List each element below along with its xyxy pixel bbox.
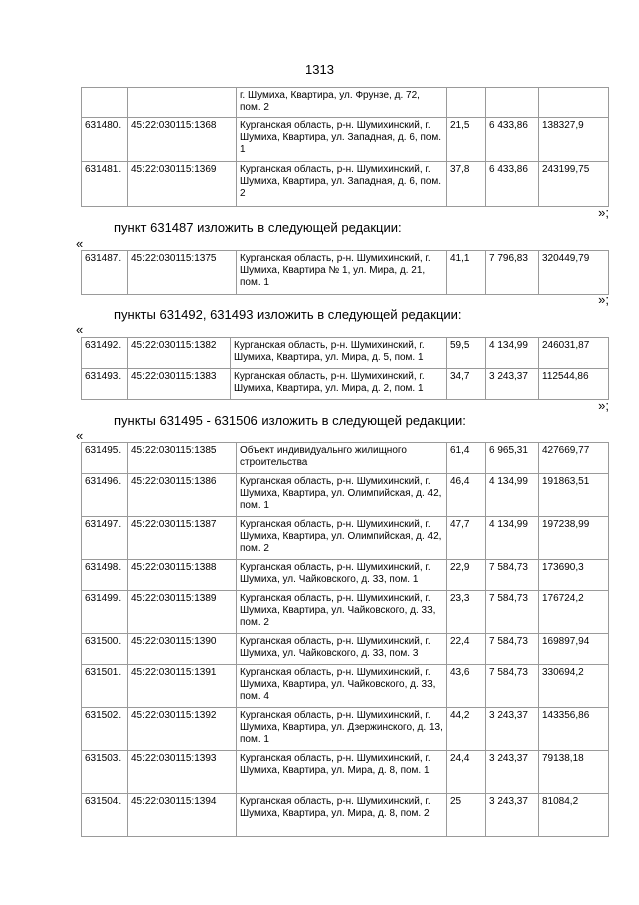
page-number: 1313 — [305, 62, 334, 77]
item-number-cell: 631499. — [82, 591, 128, 634]
table-row — [82, 517, 609, 560]
area-cell: 44,2 — [447, 708, 486, 751]
address-cell: Курганская область, р-н. Шумихинский, г. Шумиха, Квартира, ул. Мира, д. 5, пом. 1 — [231, 338, 447, 369]
value-cell: 191863,51 — [539, 474, 609, 517]
instruction-text: пункты 631492, 631493 изложить в следующей редакции: — [114, 307, 462, 322]
area-cell — [447, 88, 486, 118]
price-cell: 3 243,37 — [486, 794, 539, 837]
address-cell: Объект индивидуальнго жилищного строительства — [237, 443, 447, 474]
item-number-cell: 631480. — [82, 118, 128, 162]
table-row — [82, 474, 609, 517]
table-row — [82, 708, 609, 751]
closing-quote: »; — [598, 292, 609, 307]
item-number-cell: 631492. — [82, 338, 128, 369]
item-number-cell: 631502. — [82, 708, 128, 751]
area-cell: 59,5 — [447, 338, 486, 369]
address-cell: Курганская область, р-н. Шумихинский, г. Шумиха, Квартира, ул. Чайковского, д. 33, пом. 4 — [237, 665, 447, 708]
price-cell: 6 433,86 — [486, 162, 539, 207]
price-cell: 7 796,83 — [486, 251, 539, 295]
item-number-cell: 631496. — [82, 474, 128, 517]
cadastral-number-cell: 45:22:030115:1382 — [128, 338, 231, 369]
price-cell: 6 433,86 — [486, 118, 539, 162]
address-cell: Курганская область, р-н. Шумихинский, г. Шумиха, Квартира, ул. Западная, д. 6, пом. 1 — [237, 118, 447, 162]
cadastral-number-cell: 45:22:030115:1393 — [128, 751, 237, 794]
address-cell: Курганская область, р-н. Шумихинский, г. Шумиха, ул. Чайковского, д. 33, пом. 3 — [237, 634, 447, 665]
opening-quote: « — [76, 322, 84, 337]
price-cell: 4 134,99 — [486, 474, 539, 517]
opening-quote: « — [76, 428, 84, 443]
table-row — [82, 560, 609, 591]
area-cell: 47,7 — [447, 517, 486, 560]
area-cell: 25 — [447, 794, 486, 837]
table-row — [82, 665, 609, 708]
price-cell: 3 243,37 — [486, 369, 539, 400]
price-cell: 7 584,73 — [486, 591, 539, 634]
item-number-cell: 631504. — [82, 794, 128, 837]
address-cell: Курганская область, р-н. Шумихинский, г. Шумиха, Квартира, ул. Олимпийская, д. 42, пом. 2 — [237, 517, 447, 560]
area-cell: 22,4 — [447, 634, 486, 665]
area-cell: 22,9 — [447, 560, 486, 591]
cadastral-number-cell: 45:22:030115:1375 — [128, 251, 237, 295]
price-cell — [486, 88, 539, 118]
address-cell: Курганская область, р-н. Шумихинский, г. Шумиха, Квартира, ул. Дзержинского, д. 13, пом. 1 — [237, 708, 447, 751]
area-cell: 41,1 — [447, 251, 486, 295]
value-cell: 79138,18 — [539, 751, 609, 794]
area-cell: 21,5 — [447, 118, 486, 162]
value-cell: 243199,75 — [539, 162, 609, 207]
price-cell: 7 584,73 — [486, 560, 539, 591]
table-row — [82, 369, 609, 400]
price-cell: 4 134,99 — [486, 338, 539, 369]
closing-quote: »; — [598, 205, 609, 220]
area-cell: 23,3 — [447, 591, 486, 634]
cadastral-number-cell: 45:22:030115:1391 — [128, 665, 237, 708]
table-row — [82, 118, 609, 162]
item-number-cell: 631501. — [82, 665, 128, 708]
value-cell: 173690,3 — [539, 560, 609, 591]
cadastral-number-cell: 45:22:030115:1390 — [128, 634, 237, 665]
item-number-cell: 631500. — [82, 634, 128, 665]
cadastral-number-cell: 45:22:030115:1386 — [128, 474, 237, 517]
address-cell: Курганская область, р-н. Шумихинский, г. Шумиха, Квартира, ул. Западная, д. 6, пом. 2 — [237, 162, 447, 207]
price-cell: 3 243,37 — [486, 751, 539, 794]
item-number-cell: 631498. — [82, 560, 128, 591]
value-cell: 320449,79 — [539, 251, 609, 295]
table-row — [82, 338, 609, 369]
price-cell: 3 243,37 — [486, 708, 539, 751]
cadastral-number-cell: 45:22:030115:1387 — [128, 517, 237, 560]
cadastral-number-cell: 45:22:030115:1369 — [128, 162, 237, 207]
cadastral-number-cell — [128, 88, 237, 118]
area-cell: 37,8 — [447, 162, 486, 207]
area-cell: 24,4 — [447, 751, 486, 794]
item-number-cell: 631487. — [82, 251, 128, 295]
table-row — [82, 591, 609, 634]
value-cell: 143356,86 — [539, 708, 609, 751]
instruction-text: пункты 631495 - 631506 изложить в следующей редакции: — [114, 413, 466, 428]
value-cell: 176724,2 — [539, 591, 609, 634]
table-row — [82, 751, 609, 794]
price-cell: 7 584,73 — [486, 634, 539, 665]
value-cell: 246031,87 — [539, 338, 609, 369]
table-row — [82, 251, 609, 295]
cadastral-number-cell: 45:22:030115:1389 — [128, 591, 237, 634]
price-cell: 6 965,31 — [486, 443, 539, 474]
price-cell: 4 134,99 — [486, 517, 539, 560]
item-number-cell: 631495. — [82, 443, 128, 474]
cadastral-table-1 — [81, 87, 609, 207]
address-cell: Курганская область, р-н. Шумихинский, г. Шумиха, ул. Чайковского, д. 33, пом. 1 — [237, 560, 447, 591]
address-cell: Курганская область, р-н. Шумихинский, г. Шумиха, Квартира, ул. Мира, д. 8, пом. 2 — [237, 794, 447, 837]
value-cell: 81084,2 — [539, 794, 609, 837]
closing-quote: »; — [598, 398, 609, 413]
item-number-cell: 631481. — [82, 162, 128, 207]
cadastral-number-cell: 45:22:030115:1383 — [128, 369, 231, 400]
instruction-text: пункт 631487 изложить в следующей редакции: — [114, 220, 402, 235]
opening-quote: « — [76, 236, 84, 251]
address-cell: Курганская область, р-н. Шумихинский, г. Шумиха, Квартира, ул. Мира, д. 8, пом. 1 — [237, 751, 447, 794]
area-cell: 43,6 — [447, 665, 486, 708]
cadastral-number-cell: 45:22:030115:1394 — [128, 794, 237, 837]
value-cell: 330694,2 — [539, 665, 609, 708]
table-row — [82, 634, 609, 665]
value-cell — [539, 88, 609, 118]
cadastral-table-4 — [81, 442, 609, 837]
value-cell: 112544,86 — [539, 369, 609, 400]
price-cell: 7 584,73 — [486, 665, 539, 708]
cadastral-number-cell: 45:22:030115:1368 — [128, 118, 237, 162]
area-cell: 46,4 — [447, 474, 486, 517]
table-row — [82, 88, 609, 118]
item-number-cell: 631503. — [82, 751, 128, 794]
cadastral-number-cell: 45:22:030115:1392 — [128, 708, 237, 751]
value-cell: 169897,94 — [539, 634, 609, 665]
cadastral-number-cell: 45:22:030115:1388 — [128, 560, 237, 591]
area-cell: 61,4 — [447, 443, 486, 474]
address-cell: г. Шумиха, Квартира, ул. Фрунзе, д. 72, пом. 2 — [237, 88, 447, 118]
cadastral-table-3 — [81, 337, 609, 400]
address-cell: Курганская область, р-н. Шумихинский, г. Шумиха, Квартира № 1, ул. Мира, д. 21, пом. 1 — [237, 251, 447, 295]
table-row — [82, 443, 609, 474]
cadastral-number-cell: 45:22:030115:1385 — [128, 443, 237, 474]
address-cell: Курганская область, р-н. Шумихинский, г. Шумиха, Квартира, ул. Олимпийская, д. 42, пом. 1 — [237, 474, 447, 517]
table-row — [82, 162, 609, 207]
item-number-cell — [82, 88, 128, 118]
value-cell: 197238,99 — [539, 517, 609, 560]
item-number-cell: 631497. — [82, 517, 128, 560]
address-cell: Курганская область, р-н. Шумихинский, г. Шумиха, Квартира, ул. Мира, д. 2, пом. 1 — [231, 369, 447, 400]
value-cell: 427669,77 — [539, 443, 609, 474]
address-cell: Курганская область, р-н. Шумихинский, г. Шумиха, Квартира, ул. Чайковского, д. 33, пом. 2 — [237, 591, 447, 634]
area-cell: 34,7 — [447, 369, 486, 400]
value-cell: 138327,9 — [539, 118, 609, 162]
item-number-cell: 631493. — [82, 369, 128, 400]
cadastral-table-2 — [81, 250, 609, 295]
table-row — [82, 794, 609, 837]
